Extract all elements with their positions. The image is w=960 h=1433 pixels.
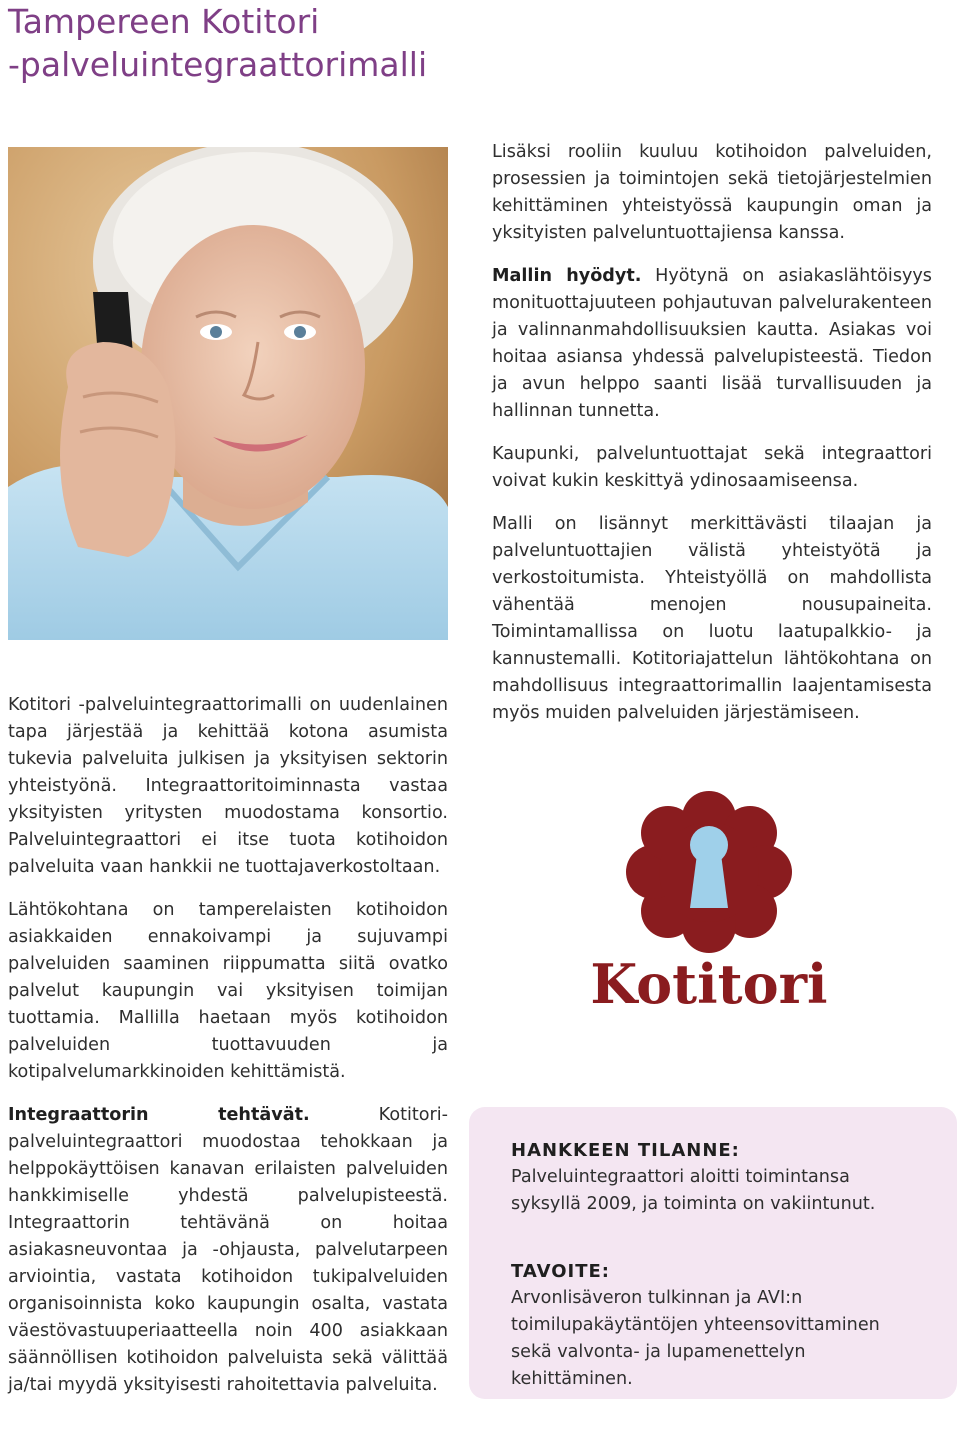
- tasks-text: Kotitori-palveluintegraattori muodostaa tehokkaan ja helppokäyttöisen kanavan erilaisten palveluiden hankkimiselle yhdestä palvelupisteestä. Integraattorin tehtävänä on hoitaa asiakasneuvontaa ja -ohjausta, palvelutarpeen arviointia, vastata kotihoidon tukipalveluiden organisoinnista koko kaupungin osalta, vastata väestövastuuperiaatteella noin 400 asiakkaan säännöllisen kotihoidon palveluista sekä välittää ja/tai myydä yksityisesti rahoitettavia palveluita.: [8, 1105, 449, 1395]
- left-column: [8, 692, 448, 1415]
- starting-point-paragraph: Lähtökohtana on tamperelaisten kotihoidon asiakkaiden ennakoivampi ja sujuvampi palveluiden saaminen riippumatta siitä ovatko palvelut kaupungin vai yksityisen toimijan tuottamia. Mallilla haetaan myös kotihoidon palveluiden tuottavuuden ja kotipalvelumarkkinoiden kehittämistä.: [8, 900, 448, 1082]
- elderly-woman-photo: [8, 147, 448, 640]
- kotitori-wordmark: Kotitori: [590, 952, 828, 1015]
- title-line-2: -palveluintegraattorimalli: [8, 45, 428, 84]
- flower-keyhole-icon: [626, 791, 792, 953]
- tasks-paragraph: [8, 1102, 448, 1399]
- goal-heading: TAVOITE:: [511, 1261, 610, 1282]
- benefits-text: Hyötynä on asiakaslähtöisyys monituottajuuteen pohjautuvan palvelurakenteen ja valinnanmahdollisuuksien kautta. Asiakas voi hoitaa asiansa yhdessä palvelupisteestä. Tiedon ja avun helppo saanti lisää turvallisuuden ja hallinnan tunnetta.: [492, 266, 932, 421]
- kotitori-logo: [588, 790, 838, 1015]
- intro-paragraph: Kotitori -palveluintegraattorimalli on uudenlainen tapa järjestää ja kehittää kotona asumista tukevia palveluita julkisen ja yksityisen sektorin yhteistyönä. Integraattoritoiminnasta vastaa yksityisten yritysten muodostama konsortio. Palveluintegraattori ei itse tuota kotihoidon palveluita vaan hankkii ne tuottajaverkostoltaan.: [8, 695, 448, 877]
- project-status-box: [469, 1107, 957, 1399]
- role-paragraph: Lisäksi rooliin kuuluu kotihoidon palveluiden, prosessien ja toimintojen sekä tietojärjestelmien kehittäminen yhteistyössä kaupungin oman ja yksityisten palveluntuottajiensa kanssa.: [492, 142, 932, 243]
- goal-text: Arvonlisäveron tulkinnan ja AVI:n toimilupakäytäntöjen yhteensovittaminen sekä valvonta- ja lupamenettelyn kehittäminen.: [511, 1288, 880, 1389]
- title-line-1: Tampereen Kotitori: [8, 2, 320, 41]
- right-column: [492, 139, 932, 743]
- tasks-heading: Integraattorin tehtävät.: [8, 1105, 310, 1125]
- focus-paragraph: Kaupunki, palveluntuottajat sekä integraattori voivat kukin keskittyä ydinosaamiseensa.: [492, 444, 932, 491]
- status-heading: HANKKEEN TILANNE:: [511, 1140, 740, 1161]
- benefits-heading: Mallin hyödyt.: [492, 266, 642, 286]
- benefits-paragraph: [492, 263, 932, 425]
- cooperation-paragraph: Malli on lisännyt merkittävästi tilaajan ja palveluntuottajien välistä yhteistyötä ja verkostoitumista. Yhteistyöllä on mahdollista vähentää menojen nousupaineita. Toimintamallissa on luotu laatupalkkio- ja kannustemalli. Kotitoriajattelun lähtökohtana on mahdollisuus integraattorimallin laajentamisesta myös muiden palveluiden järjestämiseen.: [492, 514, 932, 723]
- page-title: [8, 0, 427, 86]
- status-text: Palveluintegraattori aloitti toimintansa syksyllä 2009, ja toiminta on vakiintunut.: [511, 1167, 876, 1214]
